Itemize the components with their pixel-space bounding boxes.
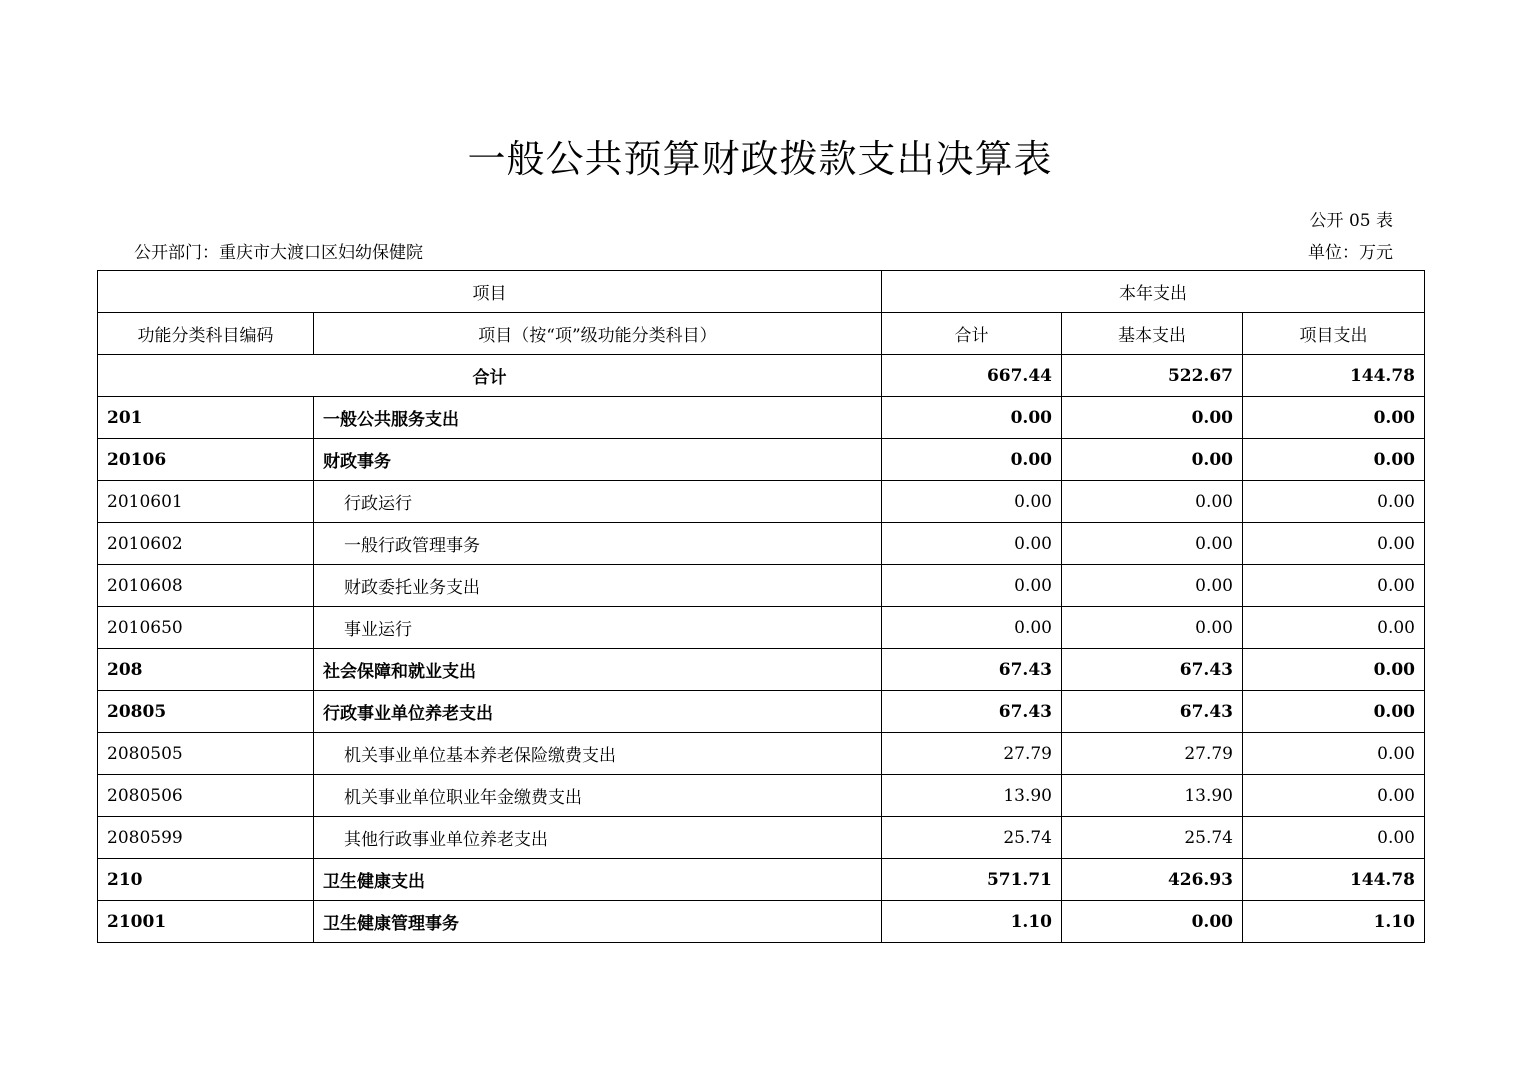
row-project: 0.00: [1243, 523, 1425, 565]
row-code: 20106: [98, 439, 314, 481]
row-name: 卫生健康管理事务: [314, 901, 882, 943]
row-basic: 0.00: [1062, 439, 1243, 481]
row-total: 0.00: [882, 565, 1062, 607]
row-name: 行政事业单位养老支出: [314, 691, 882, 733]
table-row: [98, 439, 1425, 481]
table-row: [98, 733, 1425, 775]
row-total: 27.79: [882, 733, 1062, 775]
row-name: 机关事业单位基本养老保险缴费支出: [314, 733, 882, 775]
row-project: 0.00: [1243, 775, 1425, 817]
row-total: 0.00: [882, 397, 1062, 439]
row-project: 0.00: [1243, 481, 1425, 523]
table-row: [98, 691, 1425, 733]
header-row-columns: [98, 313, 1425, 355]
row-basic: 67.43: [1062, 691, 1243, 733]
row-code: 2010601: [98, 481, 314, 523]
row-project: 0.00: [1243, 397, 1425, 439]
row-basic: 0.00: [1062, 397, 1243, 439]
table-row: [98, 817, 1425, 859]
row-basic: 67.43: [1062, 649, 1243, 691]
row-total: 67.43: [882, 691, 1062, 733]
table-row: [98, 901, 1425, 943]
row-name: 其他行政事业单位养老支出: [314, 817, 882, 859]
row-project: 0.00: [1243, 817, 1425, 859]
row-code: 2010650: [98, 607, 314, 649]
header-basic: 基本支出: [1062, 313, 1243, 355]
header-total: 合计: [882, 313, 1062, 355]
form-number: 公开 05 表: [1309, 211, 1393, 231]
header-project: 项目支出: [1243, 313, 1425, 355]
row-total: 0.00: [882, 481, 1062, 523]
row-code: 201: [98, 397, 314, 439]
row-total: 1.10: [882, 901, 1062, 943]
row-project: 0.00: [1243, 733, 1425, 775]
row-name: 财政委托业务支出: [314, 565, 882, 607]
row-total: 67.43: [882, 649, 1062, 691]
header-item-group: 项目: [98, 271, 882, 313]
row-project: 0.00: [1243, 439, 1425, 481]
header-code: 功能分类科目编码: [98, 313, 314, 355]
table-row: [98, 775, 1425, 817]
row-basic: 25.74: [1062, 817, 1243, 859]
table-row: [98, 607, 1425, 649]
row-name: 卫生健康支出: [314, 859, 882, 901]
table-row: [98, 565, 1425, 607]
row-total: 25.74: [882, 817, 1062, 859]
row-project: 1.10: [1243, 901, 1425, 943]
row-name: 一般行政管理事务: [314, 523, 882, 565]
row-code: 208: [98, 649, 314, 691]
row-total: 0.00: [882, 439, 1062, 481]
row-total: 13.90: [882, 775, 1062, 817]
total-project: 144.78: [1243, 355, 1425, 397]
page-title: 一般公共预算财政拨款支出决算表: [467, 137, 1053, 181]
row-basic: 0.00: [1062, 481, 1243, 523]
row-project: 0.00: [1243, 565, 1425, 607]
header-expense-group: 本年支出: [882, 271, 1425, 313]
row-code: 2080505: [98, 733, 314, 775]
header-name: 项目（按“项”级功能分类科目）: [314, 313, 882, 355]
row-basic: 0.00: [1062, 565, 1243, 607]
row-total: 0.00: [882, 523, 1062, 565]
row-name: 事业运行: [314, 607, 882, 649]
row-total: 0.00: [882, 607, 1062, 649]
row-name: 行政运行: [314, 481, 882, 523]
table-row: [98, 397, 1425, 439]
row-name: 一般公共服务支出: [314, 397, 882, 439]
row-basic: 426.93: [1062, 859, 1243, 901]
total-label: 合计: [98, 355, 882, 397]
row-code: 21001: [98, 901, 314, 943]
table-row: [98, 481, 1425, 523]
header-row-group: [98, 271, 1425, 313]
row-code: 2080506: [98, 775, 314, 817]
row-code: 2080599: [98, 817, 314, 859]
expenditure-table: [97, 270, 1425, 943]
row-project: 0.00: [1243, 691, 1425, 733]
total-basic: 522.67: [1062, 355, 1243, 397]
table-row: [98, 649, 1425, 691]
row-project: 0.00: [1243, 649, 1425, 691]
row-code: 2010608: [98, 565, 314, 607]
department-label: 公开部门：重庆市大渡口区妇幼保健院: [134, 243, 423, 263]
row-total: 571.71: [882, 859, 1062, 901]
row-basic: 0.00: [1062, 523, 1243, 565]
row-code: 210: [98, 859, 314, 901]
unit-label: 单位：万元: [1308, 243, 1393, 263]
row-basic: 0.00: [1062, 901, 1243, 943]
row-basic: 0.00: [1062, 607, 1243, 649]
row-project: 0.00: [1243, 607, 1425, 649]
row-basic: 13.90: [1062, 775, 1243, 817]
table-row: [98, 859, 1425, 901]
row-basic: 27.79: [1062, 733, 1243, 775]
table-row: [98, 523, 1425, 565]
row-name: 机关事业单位职业年金缴费支出: [314, 775, 882, 817]
row-code: 2010602: [98, 523, 314, 565]
row-code: 20805: [98, 691, 314, 733]
total-row: [98, 355, 1425, 397]
row-project: 144.78: [1243, 859, 1425, 901]
total-total: 667.44: [882, 355, 1062, 397]
row-name: 财政事务: [314, 439, 882, 481]
row-name: 社会保障和就业支出: [314, 649, 882, 691]
